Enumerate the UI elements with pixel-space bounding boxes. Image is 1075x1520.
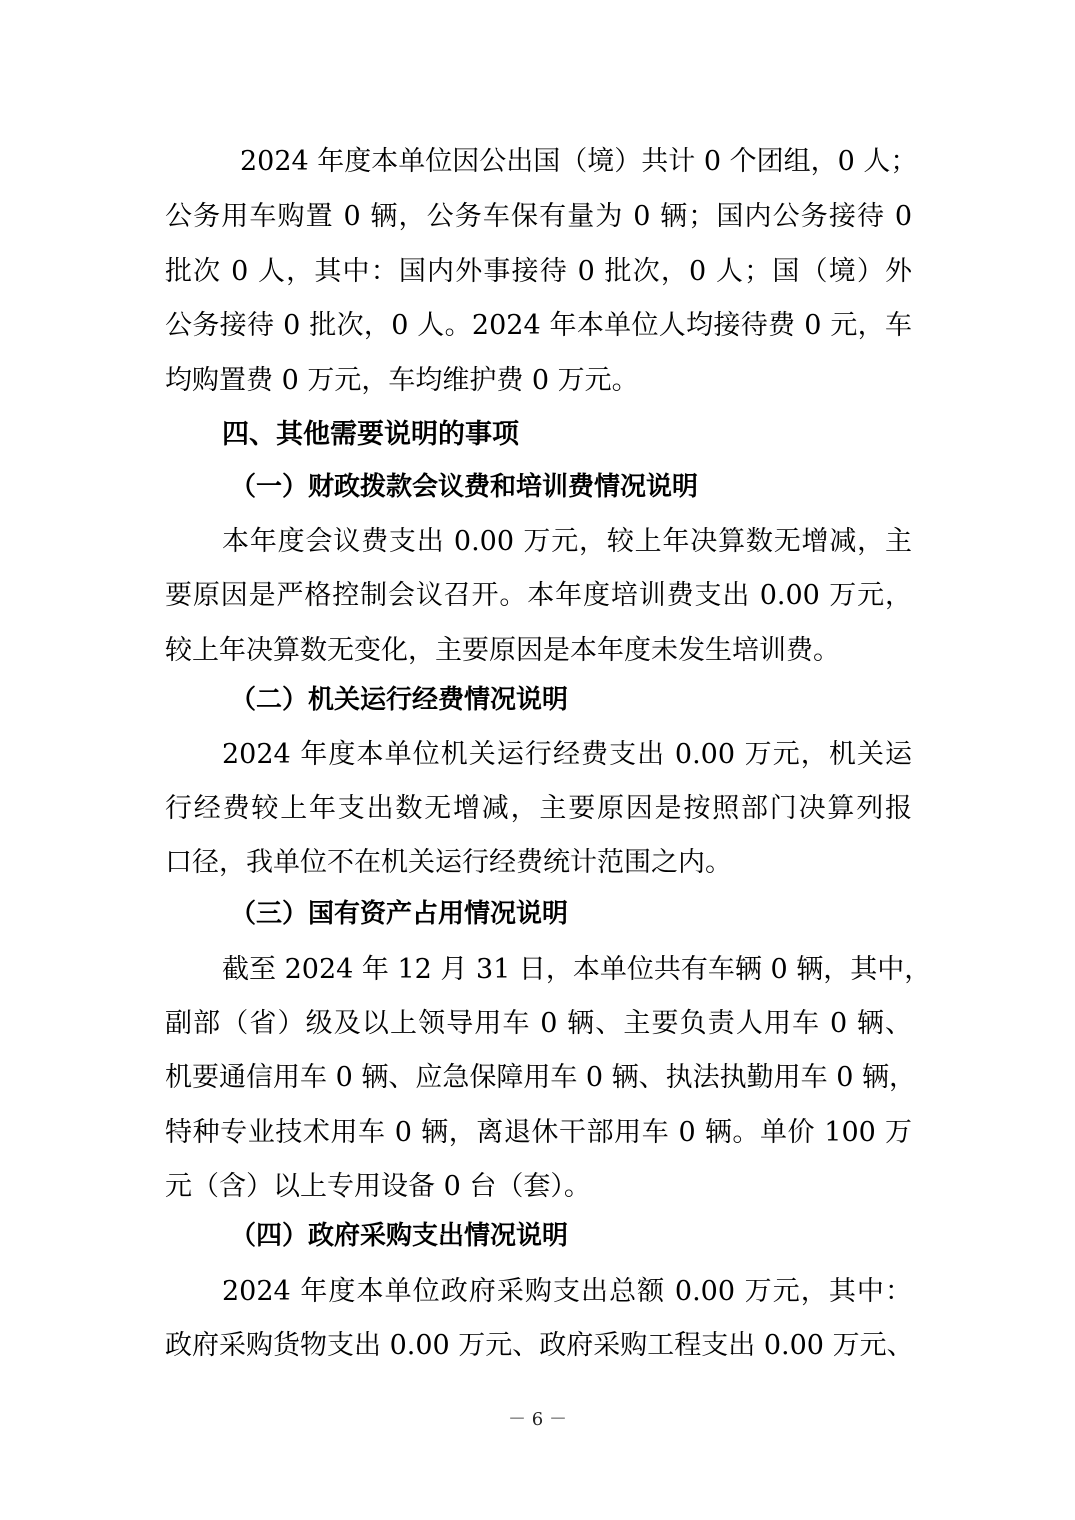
paragraph-line: 政府采购货物支出 0.00 万元、政府采购工程支出 0.00 万元、 [165, 1330, 914, 1361]
paragraph-line: 2024 年度本单位政府采购支出总额 0.00 万元，其中： [222, 1276, 912, 1307]
paragraph-line: 截至 2024 年 12 月 31 日，本单位共有车辆 0 辆，其中， [222, 954, 932, 985]
paragraph-line: 公务用车购置 0 辆，公务车保有量为 0 辆；国内公务接待 0 [165, 201, 912, 232]
paragraph-line: 行经费较上年支出数无增减，主要原因是按照部门决算列报 [165, 793, 912, 824]
paragraph-line: 批次 0 人，其中：国内外事接待 0 批次，0 人；国（境）外 [165, 256, 912, 287]
paragraph-line: 副部（省）级及以上领导用车 0 辆、主要负责人用车 0 辆、 [165, 1008, 912, 1039]
paragraph-line: 机要通信用车 0 辆、应急保障用车 0 辆、执法执勤用车 0 辆， [165, 1062, 917, 1093]
paragraph-line: 公务接待 0 批次，0 人。2024 年本单位人均接待费 0 元，车 [165, 310, 912, 341]
subsection-heading: （三）国有资产占用情况说明 [230, 899, 569, 929]
paragraph-line: 2024 年度本单位因公出国（境）共计 0 个团组，0 人； [240, 146, 918, 177]
paragraph-line: 口径，我单位不在机关运行经费统计范围之内。 [165, 847, 732, 878]
paragraph-line: 本年度会议费支出 0.00 万元，较上年决算数无增减，主 [222, 526, 912, 557]
paragraph-line: 均购置费 0 万元，车均维护费 0 万元。 [165, 365, 639, 396]
subsection-heading: （四）政府采购支出情况说明 [230, 1221, 569, 1251]
paragraph-line: 元（含）以上专用设备 0 台（套）。 [165, 1171, 591, 1202]
paragraph-line: 较上年决算数无变化，主要原因是本年度未发生培训费。 [165, 635, 840, 666]
section-heading: 四、其他需要说明的事项 [222, 419, 519, 450]
paragraph-line: 2024 年度本单位机关运行经费支出 0.00 万元，机关运 [222, 739, 912, 770]
paragraph-line: 特种专业技术用车 0 辆，离退休干部用车 0 辆。单价 100 万 [165, 1117, 912, 1148]
subsection-heading: （二）机关运行经费情况说明 [230, 685, 569, 715]
subsection-heading: （一）财政拨款会议费和培训费情况说明 [230, 472, 699, 502]
page-number: － 6 － [508, 1409, 567, 1430]
paragraph-line: 要原因是严格控制会议召开。本年度培训费支出 0.00 万元， [165, 580, 912, 611]
